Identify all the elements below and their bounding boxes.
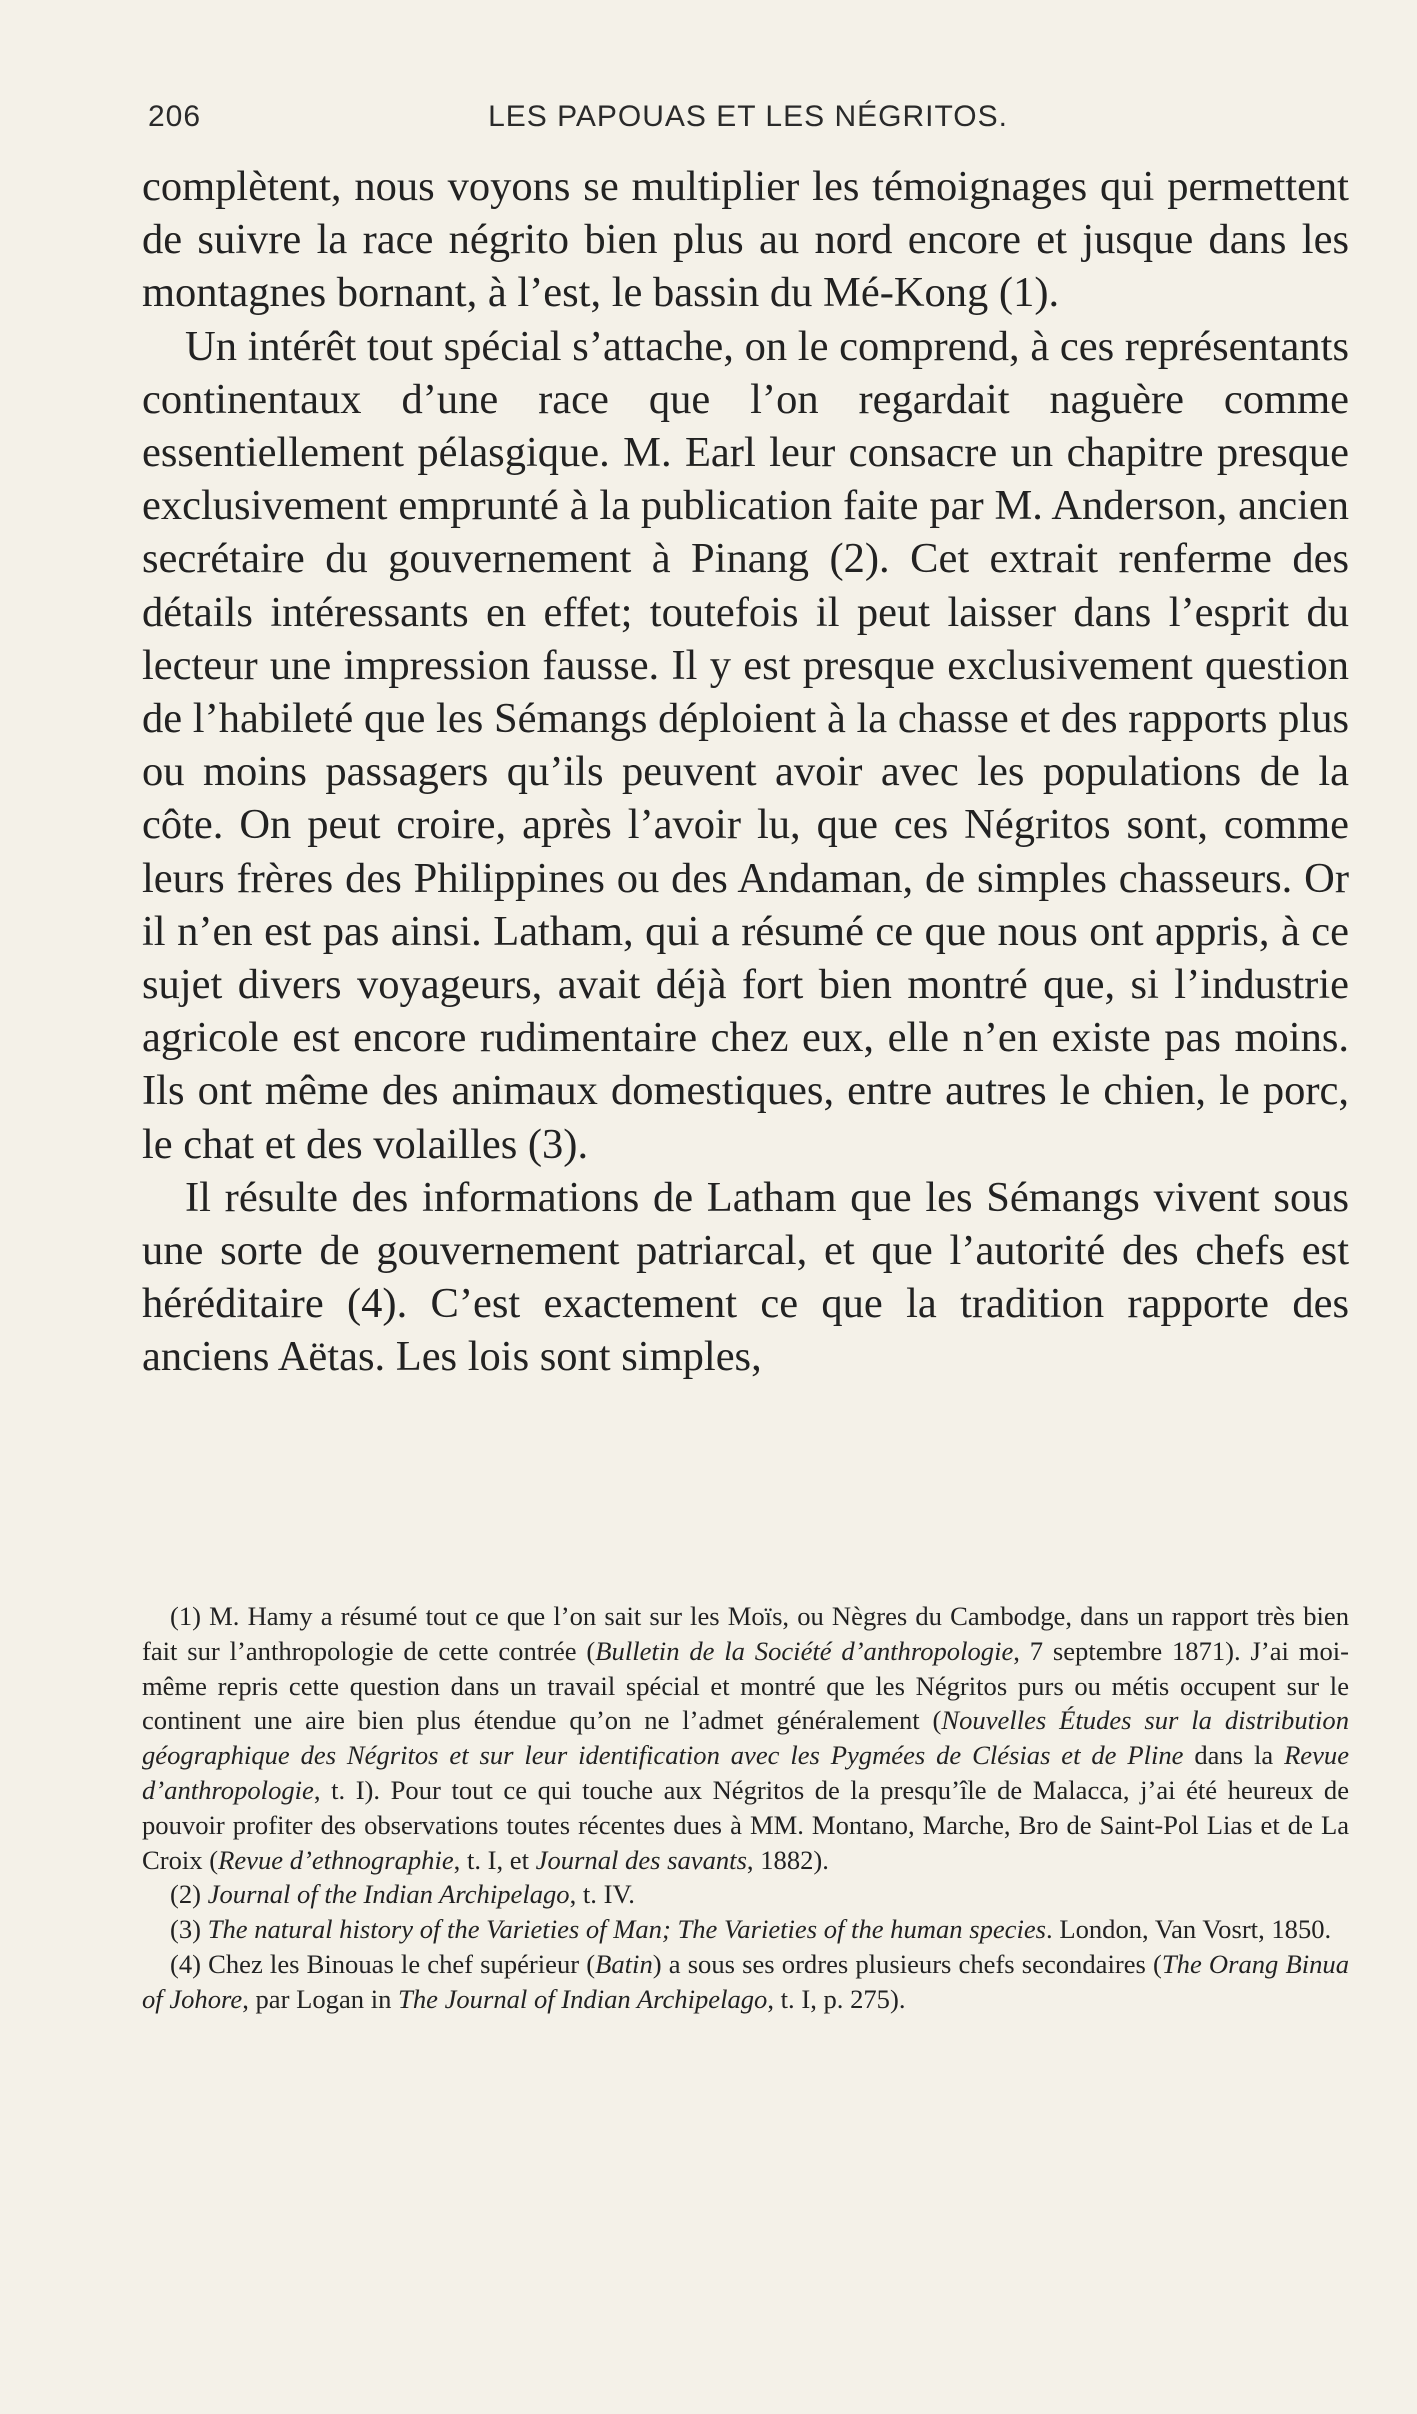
running-title: LES PAPOUAS ET LES NÉGRITOS. bbox=[488, 100, 1008, 133]
paragraph-1: complètent, nous voyons se multiplier les témoignages qui permettent de suivre la race négrito bien plus au nord encore et jusque dans les montagnes bornant, à l’est, le bassin du Mé-Kong (1). bbox=[142, 163, 1349, 317]
footnote-2: (2) Journal of the Indian Archipelago, t. IV. bbox=[170, 1879, 635, 1910]
main-text bbox=[142, 160, 1349, 1384]
paragraph-2: Un intérêt tout spécial s’attache, on le comprend, à ces représentants continentaux d’une race que l’on regardait naguère comme essentiellement pélasgique. M. Earl leur consacre un chapitre presque exclusivement emprunté à la publication faite par M. Anderson, ancien secrétaire du gouvernement à Pinang (2). Cet extrait renferme des détails intéressants en effet; toutefois il peut laisser dans l’esprit du lecteur une impression fausse. Il y est presque exclusivement question de l’habileté que les Sémangs déploient à la chasse et des rapports plus ou moins passagers qu’ils peuvent avoir avec les populations de la côte. On peut croire, après l’avoir lu, que ces Négritos sont, comme leurs frères des Philippines ou des Andaman, de simples chasseurs. Or il n’en est pas ainsi. Latham, qui a résumé ce que nous ont appris, à ce sujet divers voyageurs, avait déjà fort bien montré que, si l’industrie agricole est encore rudimentaire chez eux, elle n’en existe pas moins. Ils ont même des animaux domestiques, entre autres le chien, le porc, le chat et des volailles (3). bbox=[142, 322, 1349, 1168]
paragraph-3: Il résulte des informations de Latham que les Sémangs vivent sous une sorte de gouvernement patriarcal, et que l’autorité des chefs est héréditaire (4). C’est exactement ce que la tradition rapporte des anciens Aëtas. Les lois sont simples, bbox=[142, 1173, 1349, 1381]
footnote-4: (4) Chez les Binouas le chef supérieur (Batin) a sous ses ordres plusieurs chefs secondaires (The Orang Binua of Johore, par Logan in The Journal of Indian Archipelago, t. I, p. 275). bbox=[142, 1948, 1350, 2014]
footnotes bbox=[142, 1599, 1349, 2017]
footnote-1: (1) M. Hamy a résumé tout ce que l’on sait sur les Moïs, ou Nègres du Cambodge, dans un rapport très bien fait sur l’anthropologie de cette contrée (Bulletin de la Société d’anthropologie, 7 septembre 1871). J’ai moi-même repris cette question dans un travail spécial et montré que les Négritos purs ou métis occupent sur le continent une aire bien plus étendue qu’on ne l’admet généralement (Nouvelles Études sur la distribution géographique des Négritos et sur leur identification avec les Pygmées de Clésias et de Pline dans la Revue d’anthropologie, t. I). Pour tout ce qui touche aux Négritos de la presqu’île de Malacca, j’ai été heureux de pouvoir profiter des observations toutes récentes dues à MM. Montano, Marche, Bro de Saint-Pol Lias et de La Croix (Revue d’ethnographie, t. I, et Journal des savants, 1882). bbox=[142, 1601, 1350, 1875]
footnote-3: (3) The natural history of the Varieties of Man; The Varieties of the human species. London, Van Vosrt, 1850. bbox=[170, 1914, 1332, 1945]
page-number: 206 bbox=[148, 100, 202, 133]
running-header bbox=[148, 100, 1348, 140]
